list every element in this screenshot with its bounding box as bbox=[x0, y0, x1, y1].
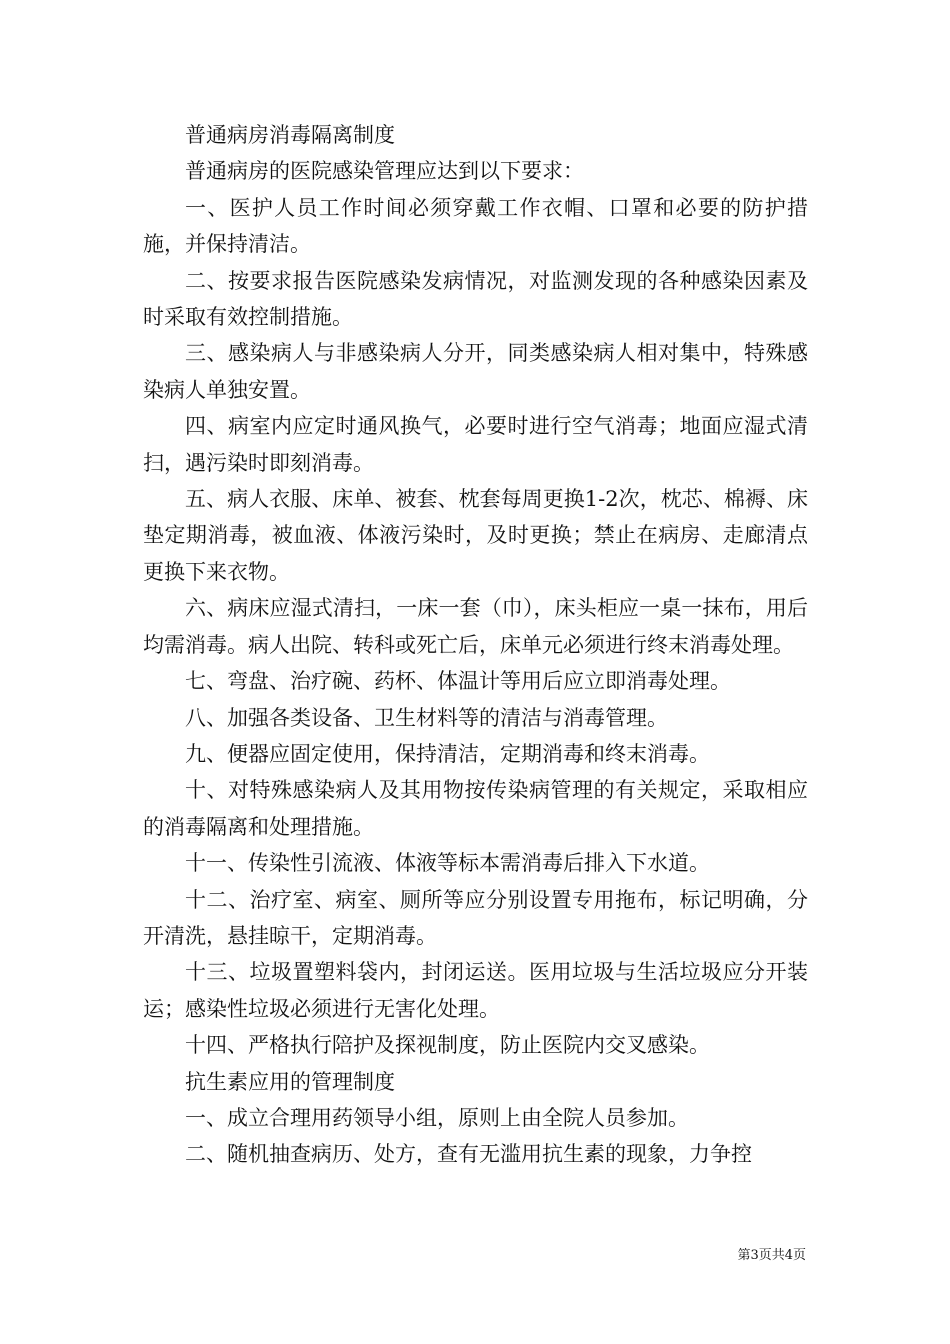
page-number-footer: 第3页共4页 bbox=[737, 1248, 806, 1263]
document-body bbox=[143, 117, 808, 1173]
intro-paragraph: 普通病房的医院感染管理应达到以下要求： bbox=[185, 159, 584, 184]
rule-11: 十一、传染性引流液、体液等标本需消毒后排入下水道。 bbox=[185, 851, 710, 876]
rule-1: 一、医护人员工作时间必须穿戴工作衣帽、口罩和必要的防护措施，并保持清洁。 bbox=[143, 195, 808, 257]
rule-13: 十三、垃圾置塑料袋内，封闭运送。医用垃圾与生活垃圾应分开装运；感染性垃圾必须进行无害化处理。 bbox=[143, 960, 808, 1021]
section-title-disinfection: 普通病房消毒隔离制度 bbox=[185, 123, 395, 147]
rule-4: 四、病室内应定时通风换气，必要时进行空气消毒；地面应湿式清扫，遇污染时即刻消毒。 bbox=[143, 414, 808, 475]
section-title-antibiotics: 抗生素应用的管理制度 bbox=[185, 1069, 395, 1094]
rule-10: 十、对特殊感染病人及其用物按传染病管理的有关规定，采取相应的消毒隔离和处理措施。 bbox=[143, 778, 808, 839]
rule-7: 七、弯盘、治疗碗、药杯、体温计等用后应立即消毒处理。 bbox=[185, 669, 731, 694]
rule-12: 十二、治疗室、病室、厕所等应分别设置专用拖布，标记明确，分开清洗，悬挂晾干，定期消毒。 bbox=[143, 887, 808, 948]
rule-14: 十四、严格执行陪护及探视制度，防止医院内交叉感染。 bbox=[185, 1033, 710, 1058]
rule-9: 九、便器应固定使用，保持清洁，定期消毒和终末消毒。 bbox=[185, 741, 710, 766]
rule-6: 六、病床应湿式清扫，一床一套（巾），床头柜应一桌一抹布，用后均需消毒。病人出院、转科或死亡后，床单元必须进行终末消毒处理。 bbox=[143, 596, 808, 657]
rule-5: 五、病人衣服、床单、被套、枕套每周更换1-2次，枕芯、棉褥、床垫定期消毒，被血液、体液污染时，及时更换；禁止在病房、走廊清点更换下来衣物。 bbox=[143, 487, 808, 584]
rule-3: 三、感染病人与非感染病人分开，同类感染病人相对集中，特殊感染病人单独安置。 bbox=[143, 341, 808, 402]
rule-8: 八、加强各类设备、卫生材料等的清洁与消毒管理。 bbox=[185, 705, 668, 730]
rule-2: 二、按要求报告医院感染发病情况，对监测发现的各种感染因素及时采取有效控制措施。 bbox=[143, 268, 808, 330]
antibiotic-rule-1: 一、成立合理用药领导小组，原则上由全院人员参加。 bbox=[185, 1105, 689, 1130]
antibiotic-rule-2: 二、随机抽查病历、处方，查有无滥用抗生素的现象，力争控 bbox=[185, 1142, 752, 1167]
